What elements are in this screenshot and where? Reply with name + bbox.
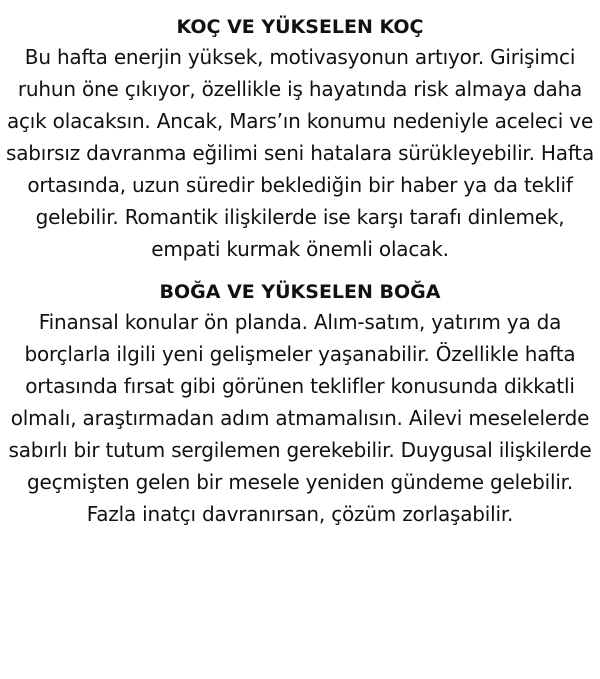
- section-heading-koc: KOÇ VE YÜKSELEN KOÇ: [176, 16, 424, 38]
- section-boga: [6, 279, 594, 530]
- section-body-koc: Bu hafta enerjin yüksek, motivasyonun artıyor. Girişimci ruhun öne çıkıyor, özellikle iş hayatında risk almaya daha açık olacaksın. Ancak, Mars’ın konumu nedeniyle aceleci ve sabırsız davranma eğilimi seni hatalara sürükleyebilir. Hafta ortasında, uzun süredir beklediğin bir haber ya da teklif gelebilir. Romantik ilişkilerde ise karşı tarafı dinlemek, empati kurmak önemli olacak.: [6, 45, 595, 261]
- section-body-boga: Finansal konular ön planda. Alım-satım, yatırım ya da borçlarla ilgili yeni gelişmeler yaşanabilir. Özellikle hafta ortasında fırsat gibi görünen teklifler konusunda dikkatli olmalı, araştırmadan adım atmamalısın. Ailevi meselelerde sabırlı bir tutum sergilemen gerekebilir. Duygusal ilişkilerde geçmişten gelen bir mesele yeniden gündeme gelebilir. Fazla inatçı davranırsan, çözüm zorlaşabilir.: [8, 310, 592, 526]
- section-koc: [6, 14, 594, 265]
- section-heading-boga: BOĞA VE YÜKSELEN BOĞA: [159, 281, 441, 303]
